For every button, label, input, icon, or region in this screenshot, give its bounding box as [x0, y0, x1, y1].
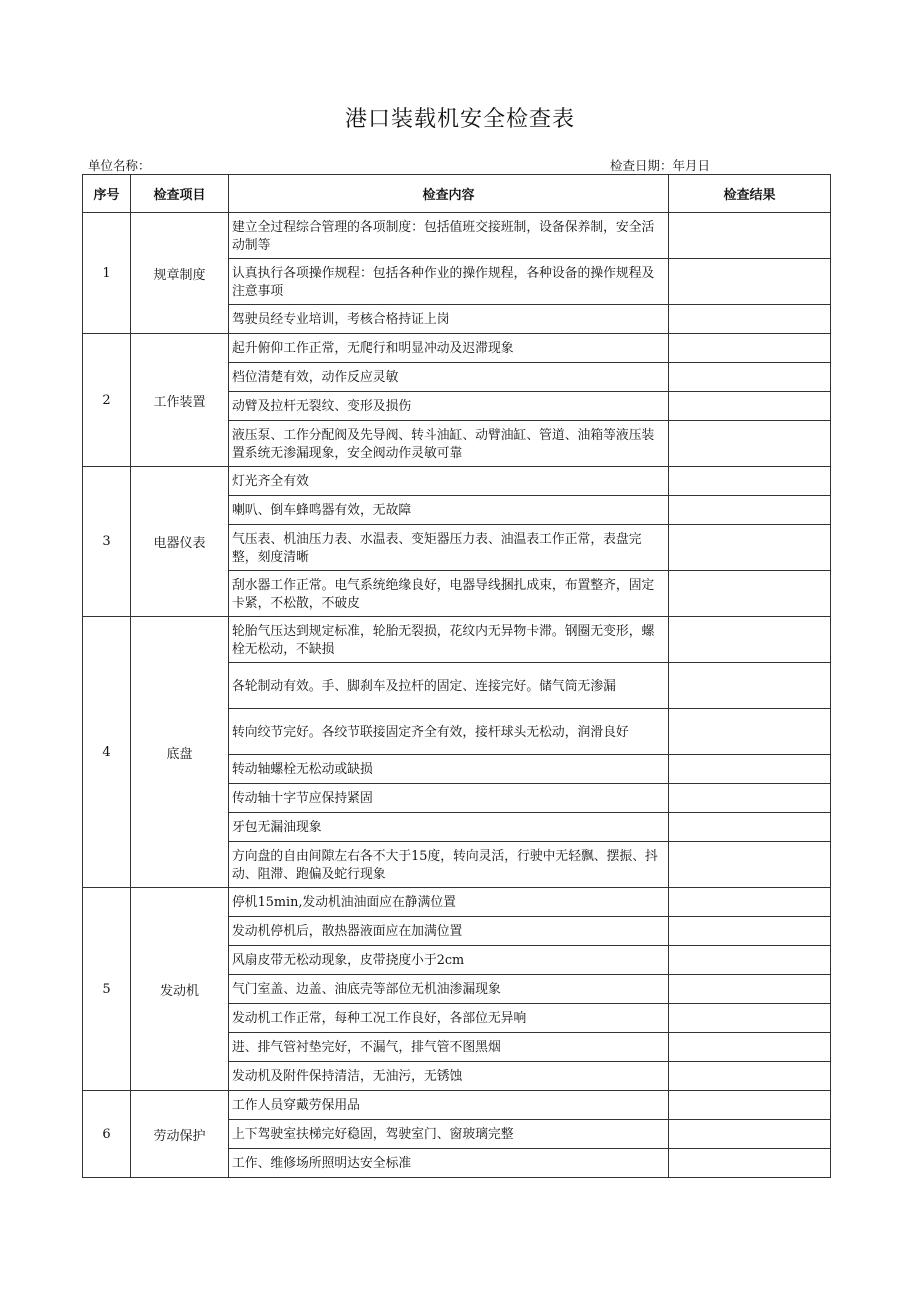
- table-row: [83, 213, 831, 259]
- content-cell: 上下驾驶室扶梯完好稳固，驾驶室门、窗玻璃完整: [229, 1120, 669, 1149]
- check-date-label: 检查日期：年月日: [610, 158, 711, 173]
- content-cell: 起升俯仰工作正常，无爬行和明显冲动及迟滞现象: [229, 334, 669, 363]
- header-content: 检查内容: [229, 175, 669, 213]
- result-cell[interactable]: [669, 1120, 831, 1149]
- item-cell: 发动机: [131, 888, 229, 1091]
- content-cell: 刮水器工作正常。电气系统绝缘良好，电器导线捆扎成束，布置整齐，固定卡紧，不松散，不破皮: [229, 571, 669, 617]
- result-cell[interactable]: [669, 784, 831, 813]
- result-cell[interactable]: [669, 421, 831, 467]
- result-cell[interactable]: [669, 1091, 831, 1120]
- table-row: [83, 334, 831, 363]
- content-cell: 液压泵、工作分配阀及先导阀、转斗油缸、动臂油缸、管道、油箱等液压装置系统无渗漏现象，安全阀动作灵敏可靠: [229, 421, 669, 467]
- result-cell[interactable]: [669, 525, 831, 571]
- header-seq: 序号: [83, 175, 131, 213]
- content-cell: 发动机及附件保持清洁，无油污，无锈蚀: [229, 1062, 669, 1091]
- content-cell: 建立全过程综合管理的各项制度：包括值班交接班制，设备保养制，安全活动制等: [229, 213, 669, 259]
- result-cell[interactable]: [669, 617, 831, 663]
- content-cell: 工作、维修场所照明达安全标准: [229, 1149, 669, 1178]
- result-cell[interactable]: [669, 467, 831, 496]
- content-cell: 轮胎气压达到规定标准，轮胎无裂损，花纹内无异物卡滞。钢圈无变形，螺栓无松动，不缺损: [229, 617, 669, 663]
- result-cell[interactable]: [669, 259, 831, 305]
- result-cell[interactable]: [669, 946, 831, 975]
- content-cell: 牙包无漏油现象: [229, 813, 669, 842]
- seq-cell: 5: [83, 888, 131, 1091]
- result-cell[interactable]: [669, 213, 831, 259]
- item-cell: 工作装置: [131, 334, 229, 467]
- content-cell: 气门室盖、边盖、油底壳等部位无机油渗漏现象: [229, 975, 669, 1004]
- content-cell: 发动机停机后，散热器液面应在加满位置: [229, 917, 669, 946]
- table-row: [83, 467, 831, 496]
- page-title: 港口装载机安全检查表: [344, 107, 575, 132]
- seq-cell: 4: [83, 617, 131, 888]
- content-cell: 进、排气管衬垫完好，不漏气，排气管不图黑烟: [229, 1033, 669, 1062]
- content-cell: 传动轴十字节应保持紧固: [229, 784, 669, 813]
- item-cell: 规章制度: [131, 213, 229, 334]
- header-item: 检查项目: [131, 175, 229, 213]
- result-cell[interactable]: [669, 663, 831, 709]
- checklist-table: [82, 174, 831, 1178]
- result-cell[interactable]: [669, 842, 831, 888]
- result-cell[interactable]: [669, 975, 831, 1004]
- content-cell: 气压表、机油压力表、水温表、变矩器压力表、油温表工作正常，表盘完整，刻度清晰: [229, 525, 669, 571]
- content-cell: 方向盘的自由间隙左右各不大于15度，转向灵活，行驶中无轻飘、摆振、抖动、阻滞、跑偏及蛇行现象: [229, 842, 669, 888]
- result-cell[interactable]: [669, 334, 831, 363]
- content-cell: 工作人员穿戴劳保用品: [229, 1091, 669, 1120]
- content-cell: 喇叭、倒车蜂鸣器有效，无故障: [229, 496, 669, 525]
- content-cell: 档位清楚有效，动作反应灵敏: [229, 363, 669, 392]
- table-row: [83, 617, 831, 663]
- content-cell: 驾驶员经专业培训，考核合格持证上岗: [229, 305, 669, 334]
- content-cell: 转动轴螺栓无松动或缺损: [229, 755, 669, 784]
- result-cell[interactable]: [669, 888, 831, 917]
- content-cell: 认真执行各项操作规程：包括各种作业的操作规程，各种设备的操作规程及注意事项: [229, 259, 669, 305]
- result-cell[interactable]: [669, 363, 831, 392]
- content-cell: 风扇皮带无松动现象，皮带挠度小于2cm: [229, 946, 669, 975]
- result-cell[interactable]: [669, 1004, 831, 1033]
- result-cell[interactable]: [669, 1062, 831, 1091]
- header-result: 检查结果: [669, 175, 831, 213]
- item-cell: 电器仪表: [131, 467, 229, 617]
- result-cell[interactable]: [669, 1149, 831, 1178]
- content-cell: 动臂及拉杆无裂纹、变形及损伤: [229, 392, 669, 421]
- result-cell[interactable]: [669, 392, 831, 421]
- result-cell[interactable]: [669, 305, 831, 334]
- seq-cell: 6: [83, 1091, 131, 1178]
- result-cell[interactable]: [669, 755, 831, 784]
- content-cell: 灯光齐全有效: [229, 467, 669, 496]
- table-row: [83, 888, 831, 917]
- result-cell[interactable]: [669, 917, 831, 946]
- result-cell[interactable]: [669, 709, 831, 755]
- table-row: [83, 1091, 831, 1120]
- item-cell: 劳动保护: [131, 1091, 229, 1178]
- content-cell: 各轮制动有效。手、脚刹车及拉杆的固定、连接完好。储气筒无渗漏: [229, 663, 669, 709]
- content-cell: 发动机工作正常，每种工况工作良好，各部位无异响: [229, 1004, 669, 1033]
- result-cell[interactable]: [669, 1033, 831, 1062]
- result-cell[interactable]: [669, 571, 831, 617]
- seq-cell: 1: [83, 213, 131, 334]
- result-cell[interactable]: [669, 813, 831, 842]
- unit-name-label: 单位名称：: [88, 158, 151, 173]
- item-cell: 底盘: [131, 617, 229, 888]
- content-cell: 转向绞节完好。各绞节联接固定齐全有效，接杆球头无松动，润滑良好: [229, 709, 669, 755]
- content-cell: 停机15min,发动机油油面应在静满位置: [229, 888, 669, 917]
- checklist-body: [83, 213, 831, 1178]
- seq-cell: 3: [83, 467, 131, 617]
- header-row: [83, 175, 831, 213]
- seq-cell: 2: [83, 334, 131, 467]
- result-cell[interactable]: [669, 496, 831, 525]
